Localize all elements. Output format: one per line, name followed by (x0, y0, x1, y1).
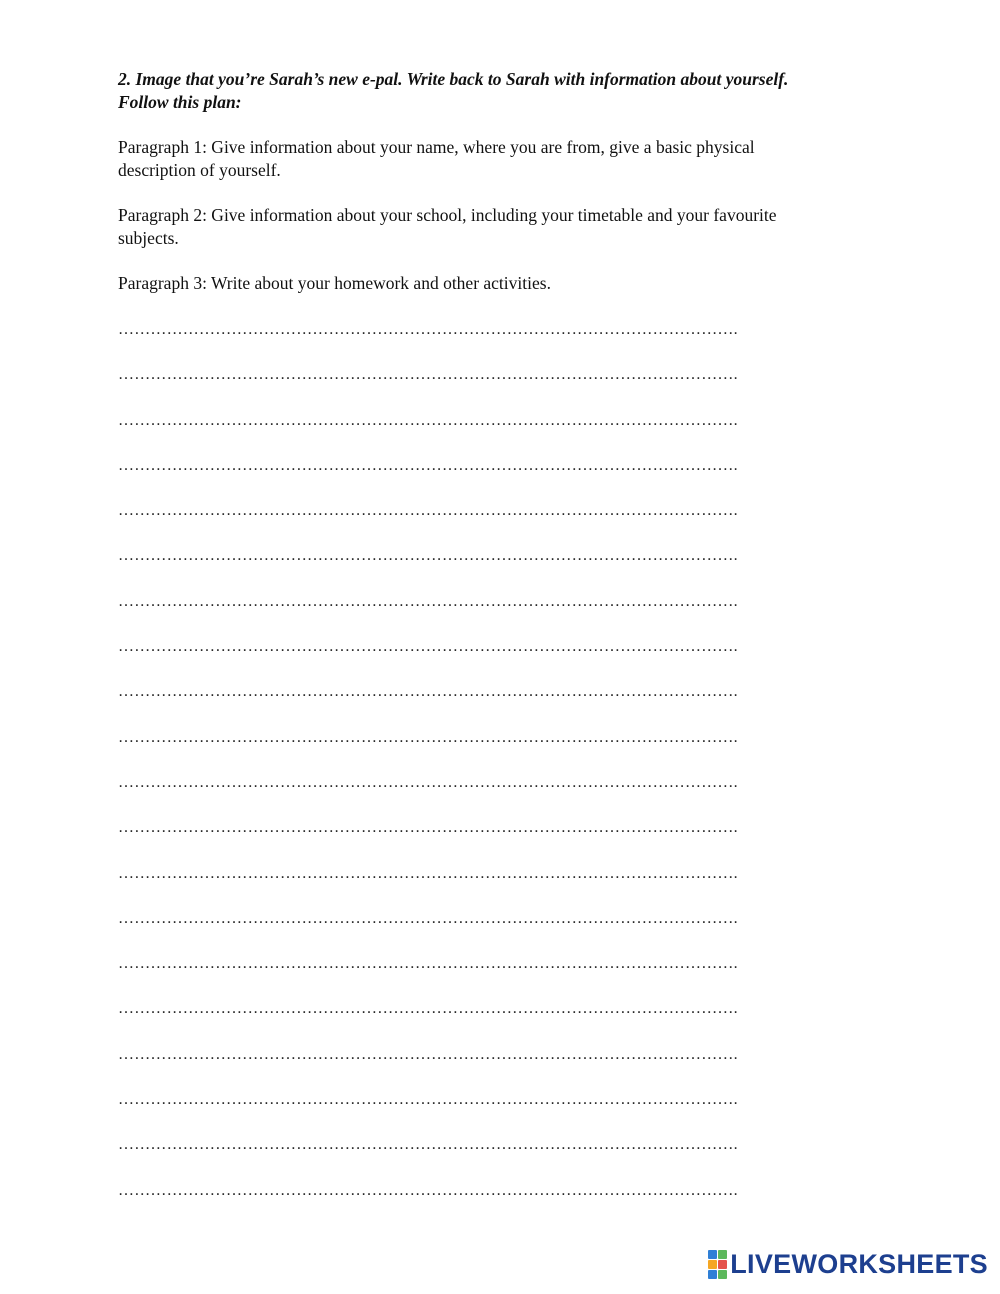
plan-paragraph-3: Paragraph 3: Write about your homework and other activities. (118, 273, 551, 293)
writing-line[interactable]: ……………………………………………………………………………………………………. (118, 683, 738, 701)
writing-line[interactable]: ……………………………………………………………………………………………………. (118, 502, 738, 520)
logo-mark-icon (708, 1250, 727, 1279)
logo-mark-block (708, 1250, 717, 1259)
writing-line[interactable]: ……………………………………………………………………………………………………. (118, 456, 738, 474)
logo-mark-block (708, 1270, 717, 1279)
writing-line[interactable]: ……………………………………………………………………………………………………. (118, 1091, 738, 1109)
writing-line[interactable]: ……………………………………………………………………………………………………. (118, 955, 738, 973)
writing-line[interactable]: ……………………………………………………………………………………………………. (118, 773, 738, 791)
logo-mark-block (718, 1270, 727, 1279)
logo-mark-block (718, 1260, 727, 1269)
writing-line[interactable]: ……………………………………………………………………………………………………. (118, 819, 738, 837)
liveworksheets-logo (708, 1249, 988, 1280)
plan-paragraph-2: Paragraph 2: Give information about your school, including your timetable and your favourite subjects. (118, 205, 777, 248)
writing-line[interactable]: ……………………………………………………………………………………………………. (118, 909, 738, 927)
writing-line[interactable]: ……………………………………………………………………………………………………. (118, 366, 738, 384)
plan-paragraph-1: Paragraph 1: Give information about your name, where you are from, give a basic physical description of yourself. (118, 137, 755, 180)
writing-line[interactable]: ……………………………………………………………………………………………………. (118, 728, 738, 746)
writing-line[interactable]: ……………………………………………………………………………………………………. (118, 638, 738, 656)
writing-line[interactable]: ……………………………………………………………………………………………………. (118, 411, 738, 429)
logo-mark-block (718, 1250, 727, 1259)
worksheet-content (118, 68, 888, 317)
writing-line[interactable]: ……………………………………………………………………………………………………. (118, 547, 738, 565)
writing-line[interactable]: ……………………………………………………………………………………………………. (118, 592, 738, 610)
writing-line[interactable]: ……………………………………………………………………………………………………. (118, 321, 738, 338)
writing-line[interactable]: ……………………………………………………………………………………………………. (118, 1136, 738, 1154)
writing-area[interactable] (118, 318, 878, 1224)
writing-line[interactable]: ……………………………………………………………………………………………………. (118, 1045, 738, 1063)
logo-text: LIVEWORKSHEETS (730, 1249, 988, 1279)
logo-mark-block (708, 1260, 717, 1269)
writing-line[interactable]: ……………………………………………………………………………………………………. (118, 1000, 738, 1018)
writing-line[interactable]: ……………………………………………………………………………………………………. (118, 864, 738, 882)
task-title: 2. Image that you’re Sarah’s new e-pal. Write back to Sarah with information about yourself. Follow this plan: (118, 69, 789, 112)
writing-line[interactable]: ……………………………………………………………………………………………………. (118, 1181, 738, 1199)
